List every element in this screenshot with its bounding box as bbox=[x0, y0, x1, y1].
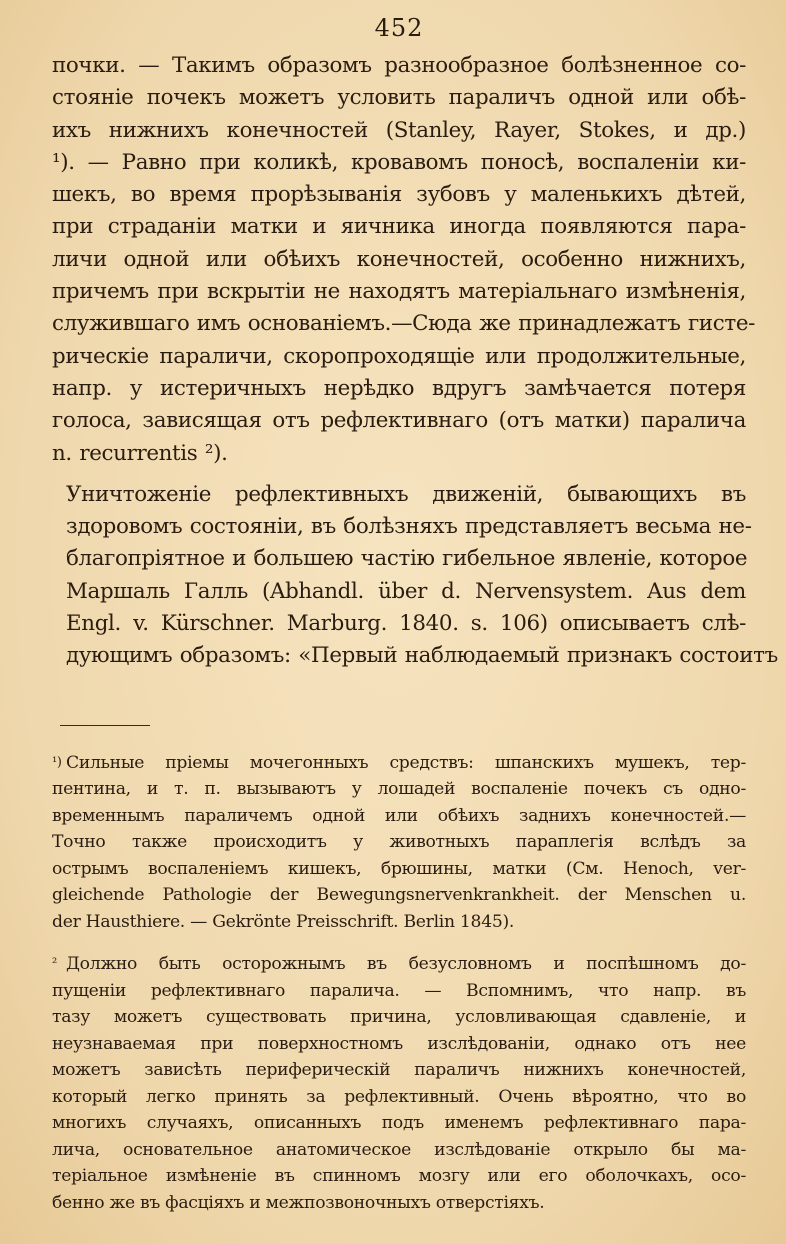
paragraph-2 bbox=[52, 479, 778, 673]
text-line: причемъ при вскрытіи не находятъ матеріальнаго измѣненія, bbox=[52, 279, 746, 305]
text-line: Маршаль Галль (Abhandl. über d. Nervensystem. Aus dem bbox=[66, 578, 746, 604]
footnote-line: Сильные пріемы мочегонныхъ средствъ: шпанскихъ мушекъ, тер- bbox=[66, 752, 746, 773]
footnote-line: тазу можетъ существовать причина, условливающая сдавленіе, и bbox=[52, 1007, 746, 1028]
footnote-line: острымъ воспаленіемъ кишекъ, брюшины, матки (См. Henoch, ver- bbox=[52, 858, 746, 879]
text-line: здоровомъ состояніи, въ болѣзняхъ представляетъ весьма не- bbox=[66, 514, 752, 540]
text-line: Engl. v. Kürschner. Marburg. 1840. s. 106) описываетъ слѣ- bbox=[66, 611, 746, 637]
text-line: Уничтоженіе рефлективныхъ движеній, бывающихъ въ bbox=[66, 481, 746, 507]
text-line: благопріятное и большею частію гибельное явленіе, которое bbox=[66, 546, 748, 572]
footnote-line: der Hausthiere. — Gekrönte Preisschrift. Berlin 1845). bbox=[52, 911, 515, 932]
text-line: голоса, зависящая отъ рефлективнаго (отъ матки) паралича bbox=[52, 408, 746, 434]
footnote-line: gleichende Pathologie der Bewegungsnervenkrankheit. der Menschen u. bbox=[52, 885, 746, 906]
footnote-line: пущеніи рефлективнаго паралича. — Вспомнимъ, что напр. въ bbox=[52, 980, 746, 1001]
text-line: шекъ, во время прорѣзыванія зубовъ у маленькихъ дѣтей, bbox=[52, 182, 746, 208]
text-line: напр. у истеричныхъ нерѣдко вдругъ замѣчается потеря bbox=[52, 375, 746, 401]
main-text bbox=[52, 50, 778, 673]
footnote-line: бенно же въ фасціяхъ и межпозвоночныхъ отверстіяхъ. bbox=[52, 1192, 545, 1213]
text-line: n. recurrentis ²). bbox=[52, 440, 228, 466]
text-line: рическіе параличи, скоропроходящіе или продолжительные, bbox=[52, 343, 746, 369]
footnote-marker: ¹) bbox=[52, 754, 62, 770]
footnote-line: неузнаваемая при поверхностномъ изслѣдованіи, однако отъ нее bbox=[52, 1033, 746, 1054]
footnote-line: теріальное измѣненіе въ спинномъ мозгу или его оболочкахъ, осо- bbox=[52, 1166, 746, 1187]
text-line: ¹). — Равно при коликѣ, кровавомъ поносѣ, воспаленіи ки- bbox=[52, 149, 746, 175]
footnote-line: Точно также происходитъ у животныхъ параплегія вслѣдъ за bbox=[52, 832, 746, 853]
footnote-line: можетъ зависѣть периферическій параличъ нижнихъ конечностей, bbox=[52, 1060, 746, 1081]
text-line: дующимъ образомъ: «Первый наблюдаемый признакъ состоитъ bbox=[66, 643, 778, 669]
footnote-line: Должно быть осторожнымъ въ безусловномъ и поспѣшномъ до- bbox=[66, 954, 746, 975]
text-line: личи одной или обѣихъ конечностей, особенно нижнихъ, bbox=[52, 246, 746, 272]
footnote-1 bbox=[52, 750, 746, 936]
footnote-line: многихъ случаяхъ, описанныхъ подъ именемъ рефлективнаго пара- bbox=[52, 1113, 746, 1134]
footnote-marker: ² bbox=[52, 956, 57, 972]
footnote-line: пентина, и т. п. вызываютъ у лошадей воспаленіе почекъ съ одно- bbox=[52, 779, 746, 800]
paragraph-1 bbox=[52, 50, 756, 470]
footnote-line: лича, основательное анатомическое изслѣдованіе открыло бы ма- bbox=[52, 1139, 746, 1160]
text-line: служившаго имъ основаніемъ.—Сюда же принадлежатъ гисте- bbox=[52, 311, 756, 337]
text-line: стояніе почекъ можетъ условить параличъ одной или обѣ- bbox=[52, 85, 746, 111]
text-line: при страданіи матки и яичника иногда появляются пара- bbox=[52, 214, 746, 240]
text-line: ихъ нижнихъ конечностей (Stanley, Rayer, Stokes, и др.) bbox=[52, 117, 746, 143]
footnote-line: временнымъ параличемъ одной или обѣихъ заднихъ конечностей.— bbox=[52, 805, 746, 826]
text-line: почки. — Такимъ образомъ разнообразное болѣзненное со- bbox=[52, 53, 746, 78]
footnote-2 bbox=[52, 951, 746, 1216]
footnote-separator bbox=[60, 725, 150, 726]
page-number: 452 bbox=[374, 14, 424, 42]
footnote-line: который легко принять за рефлективный. Очень вѣроятно, что во bbox=[52, 1086, 746, 1107]
